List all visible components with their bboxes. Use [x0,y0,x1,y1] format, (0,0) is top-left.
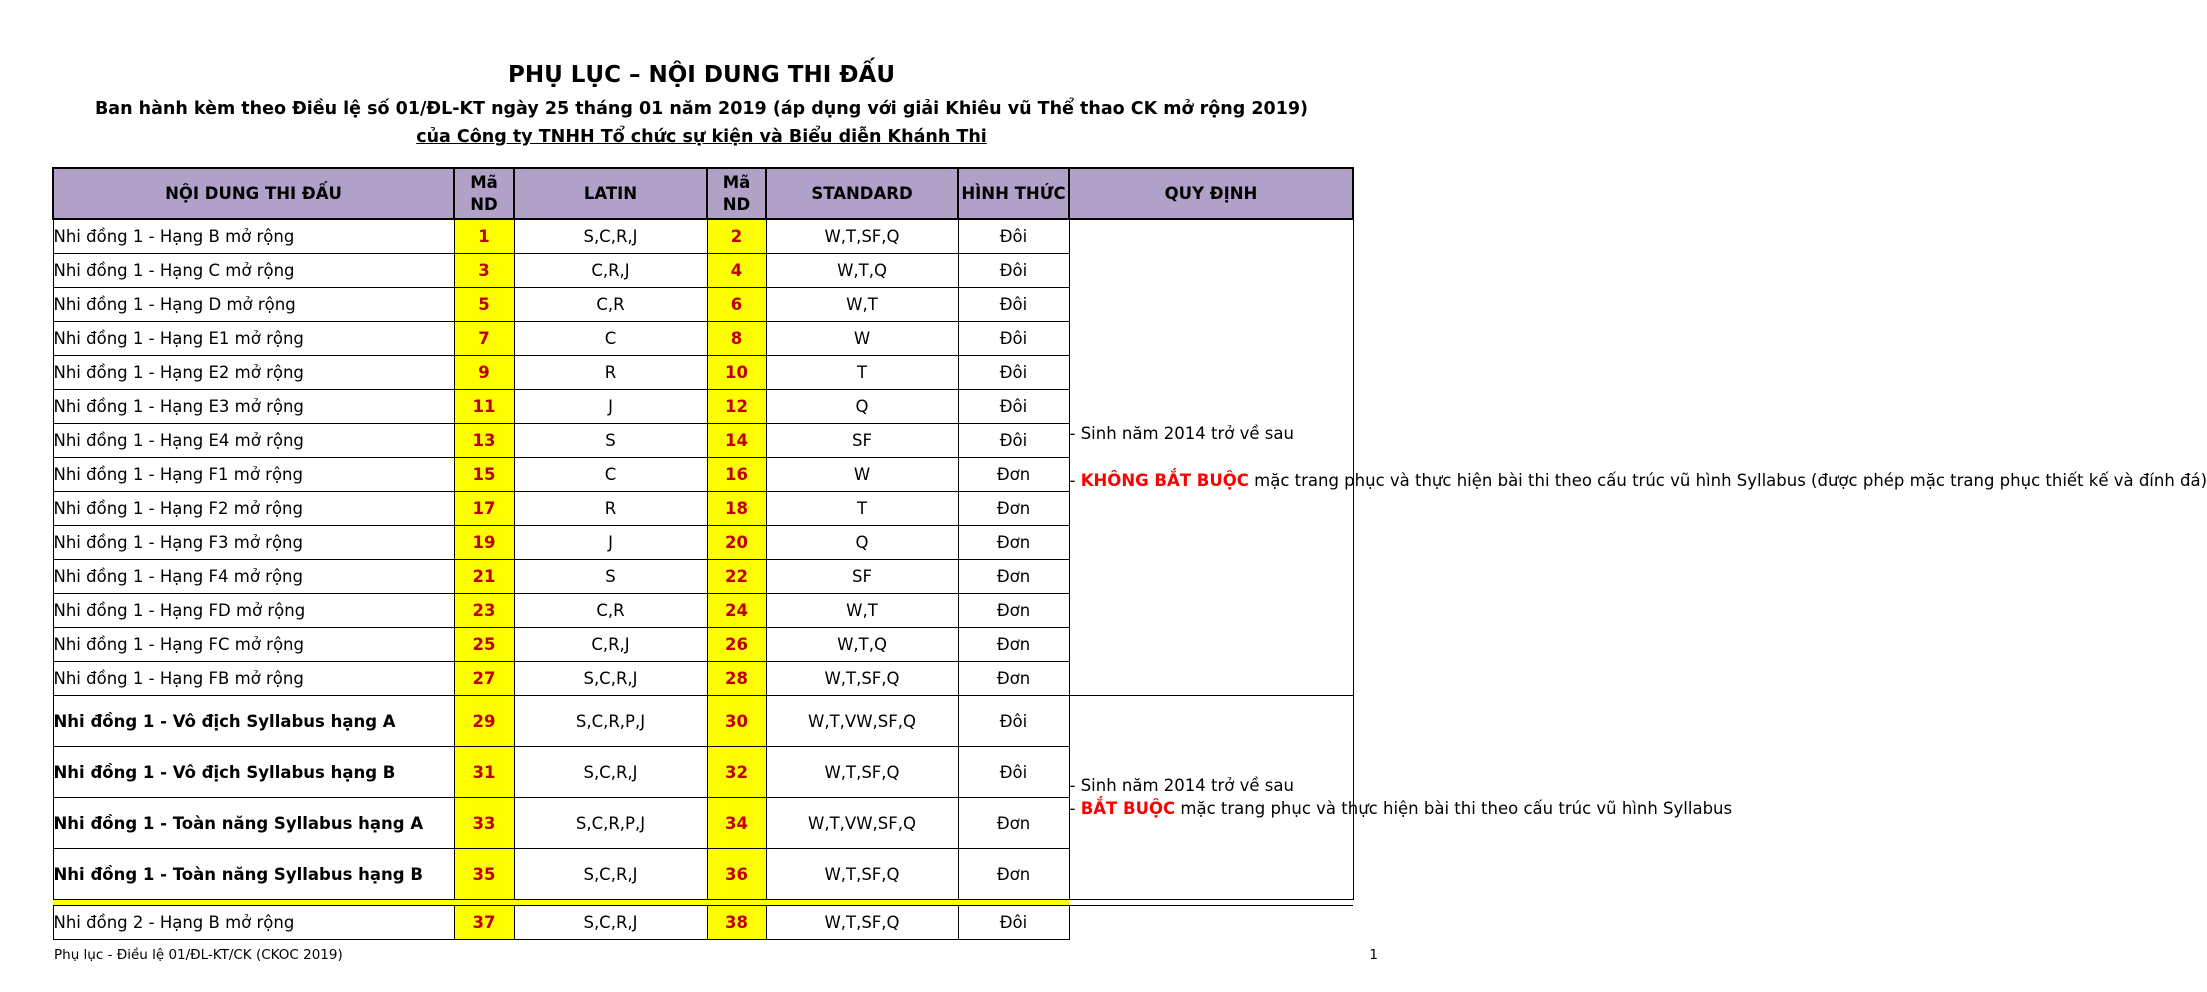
event-name: Nhi đồng 1 - Hạng FB mở rộng [53,662,454,696]
latin-dances: C,R,J [514,628,707,662]
col-header-form: HÌNH THỨC [958,168,1069,219]
standard-dances: Q [766,390,958,424]
rule-birth-year: - Sinh năm 2014 trở về sau [1069,424,1294,443]
code-standard: 30 [707,696,766,747]
standard-dances: T [766,356,958,390]
code-latin: 35 [454,849,514,900]
latin-dances: C,R [514,288,707,322]
latin-dances: S,C,R,J [514,849,707,900]
code-latin: 9 [454,356,514,390]
event-name: Nhi đồng 1 - Hạng D mở rộng [53,288,454,322]
latin-dances: S [514,424,707,458]
code-standard: 6 [707,288,766,322]
latin-dances: S,C,R,J [514,906,707,940]
code-latin: 19 [454,526,514,560]
code-standard: 26 [707,628,766,662]
code-standard: 14 [707,424,766,458]
code-standard: 32 [707,747,766,798]
rule-rest: mặc trang phục và thực hiện bài thi theo cấu trúc vũ hình Syllabus [1175,798,1733,818]
competition-table [52,167,2207,940]
event-name: Nhi đồng 1 - Hạng F3 mở rộng [53,526,454,560]
table-row [53,219,1353,254]
standard-dances: W,T,Q [766,628,958,662]
rule-rest: mặc trang phục và thực hiện bài thi theo cấu trúc vũ hình Syllabus (được phép mặc trang phục thiết kế và đính đá) [1248,470,2207,490]
latin-dances: S,C,R,P,J [514,696,707,747]
code-standard: 34 [707,798,766,849]
competition-form: Đơn [958,492,1069,526]
rule-emph: KHÔNG BẮT BUỘC [1080,470,1249,490]
standard-dances: W,T,SF,Q [766,747,958,798]
col-header-content: NỘI DUNG THI ĐẤU [53,168,454,219]
issuer-text: của Công ty TNHH Tổ chức sự kiện và Biểu diễn Khánh Thi [416,127,987,147]
competition-form: Đôi [958,390,1069,424]
rule-birth-year: - Sinh năm 2014 trở về sau [1069,776,1294,795]
code-standard: 22 [707,560,766,594]
code-latin: 25 [454,628,514,662]
latin-dances: S,C,R,J [514,219,707,254]
code-standard: 2 [707,219,766,254]
code-latin: 11 [454,390,514,424]
code-latin: 7 [454,322,514,356]
latin-dances: S,C,R,P,J [514,798,707,849]
latin-dances: C,R [514,594,707,628]
event-name: Nhi đồng 1 - Toàn năng Syllabus hạng A [53,798,454,849]
competition-form: Đôi [958,696,1069,747]
standard-dances: W,T,SF,Q [766,219,958,254]
competition-form: Đôi [958,219,1069,254]
standard-dances: SF [766,560,958,594]
competition-form: Đơn [958,458,1069,492]
competition-form: Đôi [958,288,1069,322]
standard-dances: W,T,Q [766,254,958,288]
competition-form: Đơn [958,594,1069,628]
code-standard: 18 [707,492,766,526]
event-name: Nhi đồng 1 - Vô địch Syllabus hạng B [53,747,454,798]
competition-form: Đơn [958,849,1069,900]
event-name: Nhi đồng 1 - Vô địch Syllabus hạng A [53,696,454,747]
code-latin: 23 [454,594,514,628]
code-latin: 27 [454,662,514,696]
col-header-code-latin: Mã ND [454,168,514,219]
code-latin: 1 [454,219,514,254]
event-name: Nhi đồng 2 - Hạng B mở rộng [53,906,454,940]
event-name: Nhi đồng 1 - Hạng F4 mở rộng [53,560,454,594]
rule-costume [1069,470,2207,493]
rules-cell-empty [1069,906,1353,940]
event-name: Nhi đồng 1 - Hạng FC mở rộng [53,628,454,662]
code-latin: 37 [454,906,514,940]
latin-dances: J [514,526,707,560]
competition-form: Đôi [958,356,1069,390]
code-latin: 33 [454,798,514,849]
code-latin: 13 [454,424,514,458]
event-name: Nhi đồng 1 - Hạng E4 mở rộng [53,424,454,458]
standard-dances: W [766,458,958,492]
code-standard: 20 [707,526,766,560]
event-name: Nhi đồng 1 - Hạng B mở rộng [53,219,454,254]
latin-dances: R [514,356,707,390]
code-standard: 16 [707,458,766,492]
standard-dances: T [766,492,958,526]
standard-dances: W [766,322,958,356]
event-name: Nhi đồng 1 - Hạng F2 mở rộng [53,492,454,526]
col-header-code-standard: Mã ND [707,168,766,219]
code-standard: 12 [707,390,766,424]
competition-form: Đôi [958,424,1069,458]
standard-dances: W,T,VW,SF,Q [766,696,958,747]
latin-dances: S,C,R,J [514,747,707,798]
latin-dances: C [514,322,707,356]
table-header-row [53,168,1353,219]
competition-form: Đôi [958,906,1069,940]
event-name: Nhi đồng 1 - Hạng C mở rộng [53,254,454,288]
competition-form: Đôi [958,747,1069,798]
code-standard: 36 [707,849,766,900]
col-header-rules: QUY ĐỊNH [1069,168,1353,219]
table-row [53,906,1353,940]
code-standard: 28 [707,662,766,696]
page-subtitle: Ban hành kèm theo Điều lệ số 01/ĐL-KT ngày 25 tháng 01 năm 2019 (áp dụng với giải Khiêu vũ Thể thao CK mở rộng 2019) [94,99,1309,119]
standard-dances: Q [766,526,958,560]
latin-dances: C [514,458,707,492]
competition-form: Đơn [958,662,1069,696]
standard-dances: W,T,SF,Q [766,849,958,900]
code-latin: 15 [454,458,514,492]
code-latin: 5 [454,288,514,322]
col-header-latin: LATIN [514,168,707,219]
competition-form: Đôi [958,322,1069,356]
page-title: PHỤ LỤC – NỘI DUNG THI ĐẤU [507,62,896,88]
event-name: Nhi đồng 1 - Hạng FD mở rộng [53,594,454,628]
event-name: Nhi đồng 1 - Hạng E2 mở rộng [53,356,454,390]
code-latin: 29 [454,696,514,747]
col-header-standard: STANDARD [766,168,958,219]
code-latin: 21 [454,560,514,594]
competition-form: Đơn [958,798,1069,849]
standard-dances: W,T,VW,SF,Q [766,798,958,849]
table-row [53,696,1353,747]
issuer-line [0,127,1403,147]
rule-emph: BẮT BUỘC [1080,798,1176,818]
latin-dances: R [514,492,707,526]
rule-dash: - [1069,470,1081,490]
standard-dances: W,T [766,594,958,628]
rule-costume [1069,798,1733,821]
code-standard: 38 [707,906,766,940]
code-latin: 31 [454,747,514,798]
standard-dances: W,T [766,288,958,322]
standard-dances: W,T,SF,Q [766,662,958,696]
footer-text: Phụ lục - Điều lệ 01/ĐL-KT/CK (CKOC 2019) [54,947,343,963]
code-standard: 10 [707,356,766,390]
competition-form: Đơn [958,526,1069,560]
standard-dances: W,T,SF,Q [766,906,958,940]
competition-form: Đôi [958,254,1069,288]
page-number: 1 [1369,947,1378,963]
code-standard: 4 [707,254,766,288]
rule-dash: - [1069,798,1081,818]
code-latin: 17 [454,492,514,526]
event-name: Nhi đồng 1 - Toàn năng Syllabus hạng B [53,849,454,900]
rule-spacer [1070,446,1353,470]
latin-dances: J [514,390,707,424]
event-name: Nhi đồng 1 - Hạng F1 mở rộng [53,458,454,492]
code-latin: 3 [454,254,514,288]
code-standard: 24 [707,594,766,628]
event-name: Nhi đồng 1 - Hạng E1 mở rộng [53,322,454,356]
latin-dances: S,C,R,J [514,662,707,696]
standard-dances: SF [766,424,958,458]
competition-form: Đơn [958,628,1069,662]
event-name: Nhi đồng 1 - Hạng E3 mở rộng [53,390,454,424]
code-standard: 8 [707,322,766,356]
rules-cell [1069,219,2207,696]
latin-dances: C,R,J [514,254,707,288]
rules-cell [1069,696,1733,900]
competition-form: Đơn [958,560,1069,594]
latin-dances: S [514,560,707,594]
